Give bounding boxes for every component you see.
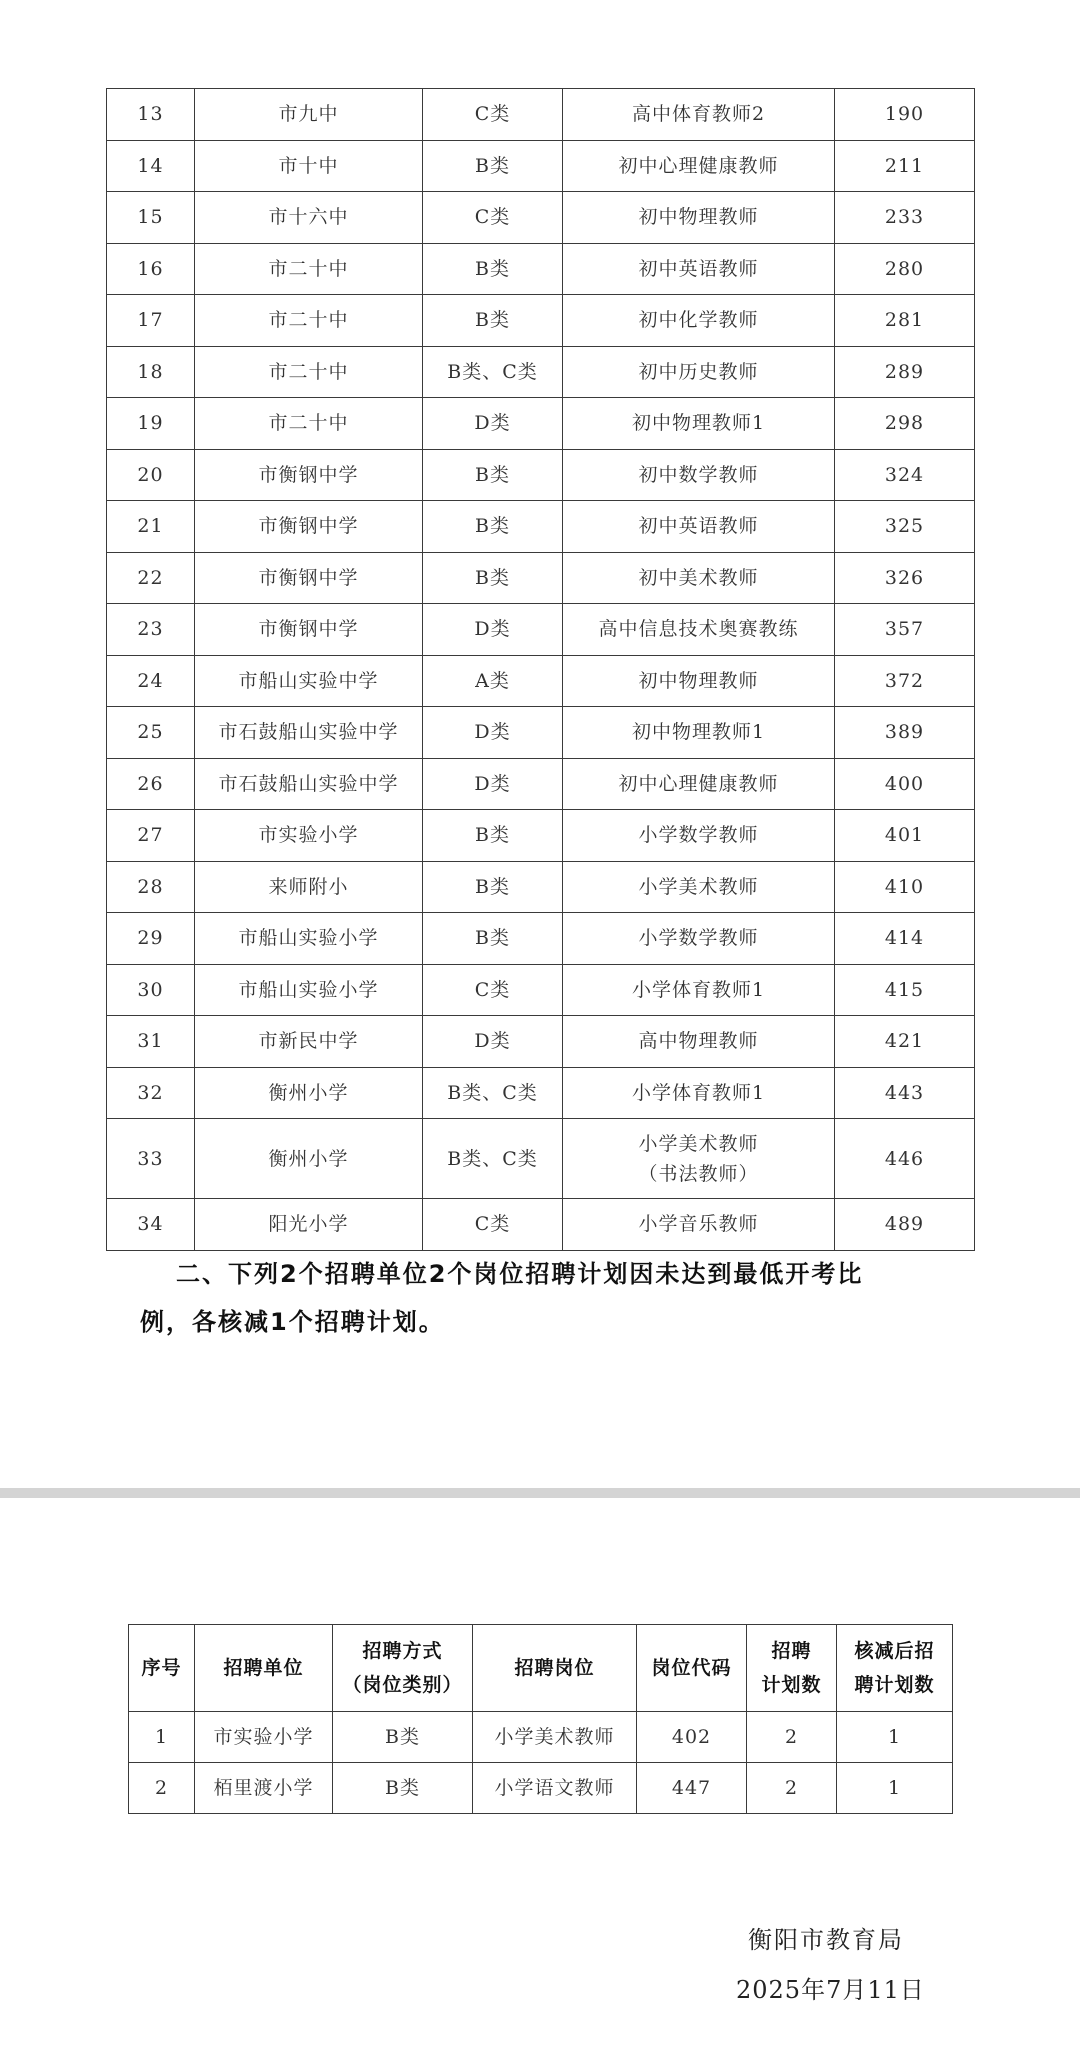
recruiting-method: B类	[333, 1712, 473, 1763]
position-code: 190	[835, 89, 975, 141]
position-title-line2: （书法教师）	[638, 1162, 759, 1185]
table-row	[129, 1763, 953, 1814]
position-title: 初中美术教师	[563, 552, 835, 604]
recruiting-unit: 市十中	[195, 140, 423, 192]
recruiting-unit: 市二十中	[195, 243, 423, 295]
table-row	[107, 449, 975, 501]
recruiting-unit: 市实验小学	[195, 1712, 333, 1763]
recruiting-unit: 市二十中	[195, 398, 423, 450]
recruiting-method: B类	[333, 1763, 473, 1814]
recruiting-unit: 市实验小学	[195, 810, 423, 862]
table-row	[107, 140, 975, 192]
position-category: C类	[423, 964, 563, 1016]
position-code: 446	[835, 1119, 975, 1199]
position-code: 289	[835, 346, 975, 398]
recruiting-unit: 市船山实验中学	[195, 655, 423, 707]
row-number: 31	[107, 1016, 195, 1068]
recruiting-unit: 市船山实验小学	[195, 913, 423, 965]
table-row	[107, 964, 975, 1016]
position-code: 400	[835, 758, 975, 810]
position-code: 298	[835, 398, 975, 450]
table-row	[107, 243, 975, 295]
recruiting-unit: 阳光小学	[195, 1199, 423, 1251]
recruiting-unit: 衡州小学	[195, 1067, 423, 1119]
issue-date: 2025年7月11日	[736, 1976, 925, 2004]
position-category: B类	[423, 913, 563, 965]
table-row	[107, 1119, 975, 1199]
position-code: 414	[835, 913, 975, 965]
position-code: 401	[835, 810, 975, 862]
row-number: 14	[107, 140, 195, 192]
recruiting-unit: 市衡钢中学	[195, 501, 423, 553]
position-code: 489	[835, 1199, 975, 1251]
position-category: B类	[423, 552, 563, 604]
recruiting-unit: 衡州小学	[195, 1119, 423, 1199]
position-category: B类	[423, 861, 563, 913]
position-category: C类	[423, 192, 563, 244]
position-title: 初中心理健康教师	[563, 140, 835, 192]
position-category: D类	[423, 758, 563, 810]
table-row	[107, 1067, 975, 1119]
position-table-continued	[106, 88, 975, 1251]
table-row	[107, 1016, 975, 1068]
row-number: 32	[107, 1067, 195, 1119]
recruiting-unit: 市二十中	[195, 346, 423, 398]
table-row	[107, 861, 975, 913]
recruiting-unit: 市二十中	[195, 295, 423, 347]
table-row	[129, 1712, 953, 1763]
header-after-reduction	[837, 1625, 953, 1712]
row-number: 34	[107, 1199, 195, 1251]
recruiting-unit: 市船山实验小学	[195, 964, 423, 1016]
row-number: 19	[107, 398, 195, 450]
position-category: D类	[423, 604, 563, 656]
position-code: 211	[835, 140, 975, 192]
recruiting-unit: 市衡钢中学	[195, 604, 423, 656]
table-row	[107, 655, 975, 707]
recruiting-unit: 栢里渡小学	[195, 1763, 333, 1814]
header-after-line2: 聘计划数	[854, 1674, 935, 1696]
page-separator	[0, 1488, 1080, 1498]
table-row	[107, 89, 975, 141]
row-number: 24	[107, 655, 195, 707]
recruiting-unit: 市衡钢中学	[195, 552, 423, 604]
row-number: 33	[107, 1119, 195, 1199]
table-row	[107, 707, 975, 759]
row-number: 30	[107, 964, 195, 1016]
notice-line-1: 二、下列2个招聘单位2个岗位招聘计划因未达到最低开考比	[176, 1260, 864, 1288]
position-title: 初中英语教师	[563, 501, 835, 553]
reduced-plan-count: 1	[837, 1763, 953, 1814]
table-row	[107, 346, 975, 398]
table-header-row	[129, 1625, 953, 1712]
recruiting-unit: 市新民中学	[195, 1016, 423, 1068]
position-title: 小学美术教师	[473, 1712, 637, 1763]
position-category: D类	[423, 1016, 563, 1068]
row-number: 16	[107, 243, 195, 295]
position-category: B类、C类	[423, 1067, 563, 1119]
recruiting-unit: 市衡钢中学	[195, 449, 423, 501]
reduced-plan-table	[128, 1624, 953, 1814]
row-number: 21	[107, 501, 195, 553]
position-title: 小学体育教师1	[563, 1067, 835, 1119]
row-number: 26	[107, 758, 195, 810]
position-title: 小学音乐教师	[563, 1199, 835, 1251]
recruiting-unit: 来师附小	[195, 861, 423, 913]
position-category: B类、C类	[423, 346, 563, 398]
header-number: 序号	[129, 1625, 195, 1712]
position-code: 281	[835, 295, 975, 347]
position-title: 高中物理教师	[563, 1016, 835, 1068]
header-method	[333, 1625, 473, 1712]
reduced-plan-count: 1	[837, 1712, 953, 1763]
plan-count: 2	[747, 1763, 837, 1814]
position-code: 325	[835, 501, 975, 553]
header-plan-line2: 计划数	[761, 1674, 822, 1696]
position-code: 421	[835, 1016, 975, 1068]
position-code: 415	[835, 964, 975, 1016]
position-code: 324	[835, 449, 975, 501]
table-row	[107, 501, 975, 553]
table-row	[107, 604, 975, 656]
recruiting-unit: 市九中	[195, 89, 423, 141]
position-title: 初中历史教师	[563, 346, 835, 398]
position-code: 402	[637, 1712, 747, 1763]
plan-count: 2	[747, 1712, 837, 1763]
header-plan-line1: 招聘	[771, 1640, 812, 1662]
header-after-line1: 核减后招	[854, 1640, 935, 1662]
position-title: 小学美术教师	[563, 861, 835, 913]
position-title-line1: 小学美术教师	[638, 1132, 759, 1155]
row-number: 25	[107, 707, 195, 759]
table-row	[107, 913, 975, 965]
table-row	[107, 810, 975, 862]
table-row	[107, 758, 975, 810]
position-title: 初中物理教师1	[563, 707, 835, 759]
position-category: D类	[423, 398, 563, 450]
row-number: 2	[129, 1763, 195, 1814]
table-row	[107, 398, 975, 450]
row-number: 17	[107, 295, 195, 347]
header-method-line2: （岗位类别）	[342, 1674, 463, 1696]
row-number: 20	[107, 449, 195, 501]
row-number: 15	[107, 192, 195, 244]
position-code: 447	[637, 1763, 747, 1814]
position-title: 初中心理健康教师	[563, 758, 835, 810]
row-number: 29	[107, 913, 195, 965]
header-unit: 招聘单位	[195, 1625, 333, 1712]
header-method-line1: 招聘方式	[362, 1640, 443, 1662]
position-code: 326	[835, 552, 975, 604]
position-title: 小学语文教师	[473, 1763, 637, 1814]
position-title: 初中物理教师	[563, 192, 835, 244]
row-number: 27	[107, 810, 195, 862]
row-number: 1	[129, 1712, 195, 1763]
position-code: 389	[835, 707, 975, 759]
notice-line-2: 例，各核减1个招聘计划。	[140, 1308, 445, 1336]
position-title: 初中英语教师	[563, 243, 835, 295]
position-category: A类	[423, 655, 563, 707]
position-title: 初中化学教师	[563, 295, 835, 347]
recruiting-unit: 市十六中	[195, 192, 423, 244]
position-title	[563, 1119, 835, 1199]
position-category: B类、C类	[423, 1119, 563, 1199]
header-code: 岗位代码	[637, 1625, 747, 1712]
table-row	[107, 192, 975, 244]
reduction-notice-paragraph	[136, 1250, 956, 1346]
table-row	[107, 552, 975, 604]
position-code: 410	[835, 861, 975, 913]
position-category: B类	[423, 449, 563, 501]
position-title: 初中物理教师	[563, 655, 835, 707]
position-category: B类	[423, 810, 563, 862]
position-category: C类	[423, 1199, 563, 1251]
position-code: 372	[835, 655, 975, 707]
table-row	[107, 295, 975, 347]
position-code: 280	[835, 243, 975, 295]
position-title: 高中信息技术奥赛教练	[563, 604, 835, 656]
header-plan	[747, 1625, 837, 1712]
position-category: B类	[423, 501, 563, 553]
position-title: 高中体育教师2	[563, 89, 835, 141]
recruiting-unit: 市石鼓船山实验中学	[195, 758, 423, 810]
position-title: 初中物理教师1	[563, 398, 835, 450]
row-number: 28	[107, 861, 195, 913]
row-number: 23	[107, 604, 195, 656]
table-row	[107, 1199, 975, 1251]
issuing-authority: 衡阳市教育局	[748, 1926, 904, 1954]
position-category: C类	[423, 89, 563, 141]
position-code: 443	[835, 1067, 975, 1119]
row-number: 13	[107, 89, 195, 141]
position-title: 小学数学教师	[563, 913, 835, 965]
position-code: 357	[835, 604, 975, 656]
position-title: 小学数学教师	[563, 810, 835, 862]
recruiting-unit: 市石鼓船山实验中学	[195, 707, 423, 759]
position-category: B类	[423, 140, 563, 192]
row-number: 18	[107, 346, 195, 398]
header-position: 招聘岗位	[473, 1625, 637, 1712]
position-title: 小学体育教师1	[563, 964, 835, 1016]
position-category: B类	[423, 243, 563, 295]
position-category: B类	[423, 295, 563, 347]
position-category: D类	[423, 707, 563, 759]
position-title: 初中数学教师	[563, 449, 835, 501]
position-code: 233	[835, 192, 975, 244]
row-number: 22	[107, 552, 195, 604]
